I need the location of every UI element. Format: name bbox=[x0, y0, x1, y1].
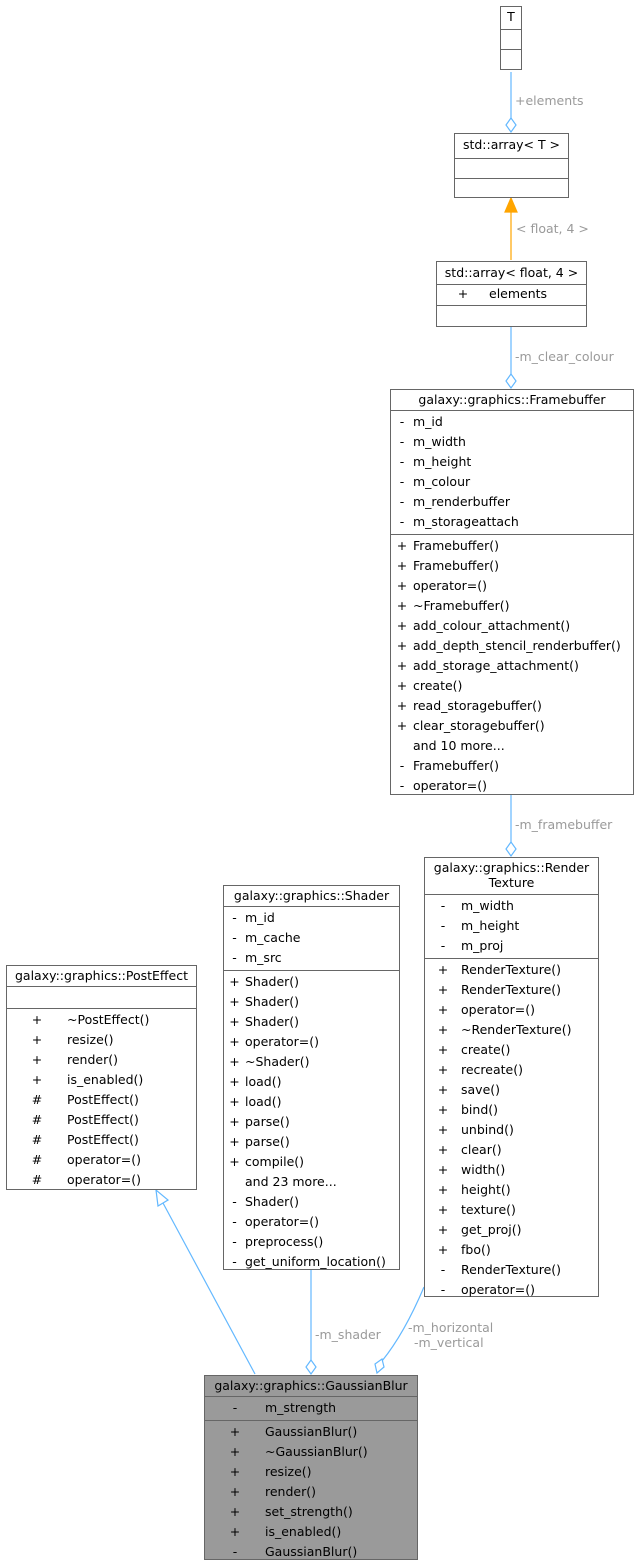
method-row[interactable] bbox=[224, 1252, 399, 1272]
member-name: clear() bbox=[461, 1142, 502, 1157]
visibility-marker: + bbox=[396, 578, 408, 593]
attributes-section bbox=[391, 410, 633, 534]
methods-section bbox=[205, 1420, 417, 1564]
member-name: PostEffect() bbox=[67, 1112, 139, 1127]
member-name: m_id bbox=[413, 414, 443, 429]
visibility-marker: + bbox=[396, 538, 408, 553]
method-row[interactable] bbox=[391, 716, 633, 736]
method-row[interactable] bbox=[224, 1092, 399, 1112]
member-name: m_colour bbox=[413, 474, 471, 489]
method-row[interactable] bbox=[224, 1152, 399, 1172]
member-name: texture() bbox=[461, 1202, 516, 1217]
method-row[interactable] bbox=[205, 1422, 417, 1442]
method-row[interactable] bbox=[205, 1462, 417, 1482]
member-name: render() bbox=[67, 1052, 118, 1067]
attribute-row[interactable] bbox=[425, 896, 598, 916]
attribute-row[interactable] bbox=[391, 512, 633, 532]
visibility-marker: + bbox=[396, 698, 408, 713]
method-row[interactable] bbox=[205, 1442, 417, 1462]
attribute-row[interactable] bbox=[224, 948, 399, 968]
member-name: render() bbox=[265, 1484, 316, 1499]
attributes-section bbox=[7, 986, 196, 1008]
member-name: load() bbox=[245, 1074, 282, 1089]
visibility-marker: - bbox=[232, 1194, 237, 1209]
visibility-marker: + bbox=[229, 1014, 240, 1029]
method-row[interactable] bbox=[224, 1172, 399, 1192]
method-row[interactable] bbox=[425, 1020, 598, 1040]
member-name: and 10 more... bbox=[413, 738, 505, 753]
member-name: Shader() bbox=[245, 994, 300, 1009]
member-name: operator=() bbox=[67, 1172, 141, 1187]
method-row[interactable] bbox=[391, 776, 633, 796]
member-name: GaussianBlur() bbox=[265, 1424, 358, 1439]
methods-section bbox=[7, 1008, 196, 1192]
method-row[interactable] bbox=[7, 1110, 196, 1130]
visibility-marker: - bbox=[399, 778, 405, 793]
visibility-marker: - bbox=[232, 930, 237, 945]
member-name: add_depth_stencil_renderbuffer() bbox=[413, 638, 621, 653]
method-row[interactable] bbox=[224, 972, 399, 992]
visibility-marker: + bbox=[229, 1484, 241, 1499]
visibility-marker: + bbox=[31, 1072, 43, 1087]
member-name: parse() bbox=[245, 1134, 290, 1149]
visibility-marker: + bbox=[457, 286, 469, 301]
method-row[interactable] bbox=[425, 1080, 598, 1100]
method-row[interactable] bbox=[224, 1112, 399, 1132]
member-name: add_storage_attachment() bbox=[413, 658, 579, 673]
method-row[interactable] bbox=[391, 616, 633, 636]
method-row[interactable] bbox=[425, 1120, 598, 1140]
class-node-gaussianblur[interactable] bbox=[204, 1375, 418, 1560]
visibility-marker: + bbox=[229, 994, 240, 1009]
attribute-row[interactable] bbox=[224, 928, 399, 948]
visibility-marker: + bbox=[229, 1034, 240, 1049]
method-row[interactable] bbox=[224, 992, 399, 1012]
member-name: Framebuffer() bbox=[413, 758, 499, 773]
method-row[interactable] bbox=[7, 1030, 196, 1050]
methods-section bbox=[224, 970, 399, 1274]
member-name: get_proj() bbox=[461, 1222, 522, 1237]
method-row[interactable] bbox=[425, 1060, 598, 1080]
visibility-marker: + bbox=[437, 1042, 449, 1057]
class-node-shader[interactable] bbox=[223, 885, 400, 1270]
edge-gaussianblur-to-shader-diamond bbox=[306, 1360, 316, 1374]
visibility-marker: - bbox=[399, 758, 405, 773]
member-name: operator=() bbox=[461, 1002, 535, 1017]
attribute-row[interactable] bbox=[391, 472, 633, 492]
member-name: m_cache bbox=[245, 930, 301, 945]
member-name: resize() bbox=[67, 1032, 114, 1047]
method-row[interactable] bbox=[391, 536, 633, 556]
visibility-marker: + bbox=[396, 658, 408, 673]
method-row[interactable] bbox=[205, 1482, 417, 1502]
method-row[interactable] bbox=[425, 1180, 598, 1200]
class-title: std::array< T > bbox=[462, 137, 561, 152]
visibility-marker: + bbox=[229, 1424, 241, 1439]
attribute-row[interactable] bbox=[391, 452, 633, 472]
class-node-array-t[interactable] bbox=[454, 133, 569, 198]
visibility-marker: + bbox=[437, 1242, 449, 1257]
method-row[interactable] bbox=[224, 1192, 399, 1212]
member-name: Framebuffer() bbox=[413, 538, 499, 553]
method-row[interactable] bbox=[7, 1070, 196, 1090]
member-name: set_strength() bbox=[265, 1504, 353, 1519]
member-name: Framebuffer() bbox=[413, 558, 499, 573]
method-row[interactable] bbox=[224, 1212, 399, 1232]
member-name: m_width bbox=[413, 434, 466, 449]
attribute-row[interactable] bbox=[425, 916, 598, 936]
attributes-section bbox=[425, 894, 598, 958]
member-name: operator=() bbox=[413, 778, 487, 793]
member-name: PostEffect() bbox=[67, 1092, 139, 1107]
member-name: operator=() bbox=[413, 578, 487, 593]
method-row[interactable] bbox=[391, 696, 633, 716]
attribute-row[interactable] bbox=[224, 908, 399, 928]
visibility-marker: + bbox=[229, 1524, 241, 1539]
method-row[interactable] bbox=[7, 1170, 196, 1190]
visibility-marker: - bbox=[232, 1214, 237, 1229]
method-row[interactable] bbox=[425, 1040, 598, 1060]
member-name: get_uniform_location() bbox=[245, 1254, 386, 1269]
visibility-marker: + bbox=[437, 962, 449, 977]
method-row[interactable] bbox=[425, 1100, 598, 1120]
visibility-marker: # bbox=[31, 1152, 43, 1167]
member-name: m_storageattach bbox=[413, 514, 519, 529]
class-node-framebuffer[interactable] bbox=[390, 389, 634, 795]
visibility-marker: - bbox=[440, 898, 446, 913]
visibility-marker: + bbox=[396, 638, 408, 653]
visibility-marker: + bbox=[437, 1182, 449, 1197]
member-name: compile() bbox=[245, 1154, 305, 1169]
visibility-marker: + bbox=[229, 1154, 240, 1169]
visibility-marker: + bbox=[437, 1122, 449, 1137]
visibility-marker: # bbox=[31, 1092, 43, 1107]
method-row[interactable] bbox=[205, 1522, 417, 1542]
edge-label-elements: +elements bbox=[515, 93, 584, 108]
visibility-marker: - bbox=[399, 514, 405, 529]
class-title: galaxy::graphics::Framebuffer bbox=[418, 392, 606, 407]
attributes-section bbox=[224, 906, 399, 970]
visibility-marker: + bbox=[229, 1094, 240, 1109]
class-node-rendertexture[interactable] bbox=[424, 857, 599, 1297]
visibility-marker: + bbox=[396, 598, 408, 613]
attributes-section bbox=[437, 284, 586, 305]
method-row[interactable] bbox=[205, 1502, 417, 1522]
method-row[interactable] bbox=[391, 756, 633, 776]
method-row[interactable] bbox=[425, 1220, 598, 1240]
member-name: bind() bbox=[461, 1102, 499, 1117]
member-name: m_height bbox=[461, 918, 520, 933]
method-row[interactable] bbox=[224, 1232, 399, 1252]
class-title: std::array< float, 4 > bbox=[444, 265, 579, 280]
visibility-marker: + bbox=[229, 1054, 240, 1069]
class-title: T bbox=[507, 9, 515, 24]
visibility-marker: + bbox=[229, 1074, 240, 1089]
visibility-marker: # bbox=[31, 1172, 43, 1187]
method-row[interactable] bbox=[391, 576, 633, 596]
method-row[interactable] bbox=[391, 736, 633, 756]
method-row[interactable] bbox=[425, 980, 598, 1000]
member-name: ~GaussianBlur() bbox=[265, 1444, 368, 1459]
member-name: m_renderbuffer bbox=[413, 494, 510, 509]
member-name: operator=() bbox=[67, 1152, 141, 1167]
member-name: GaussianBlur() bbox=[265, 1544, 358, 1559]
visibility-marker: + bbox=[437, 1222, 449, 1237]
visibility-marker: - bbox=[232, 1234, 237, 1249]
member-name: width() bbox=[461, 1162, 506, 1177]
edge-label-template-args: < float, 4 > bbox=[516, 221, 589, 236]
member-name: is_enabled() bbox=[265, 1524, 342, 1539]
member-name: operator=() bbox=[461, 1282, 535, 1297]
visibility-marker: # bbox=[31, 1112, 43, 1127]
method-row[interactable] bbox=[425, 1280, 598, 1300]
methods-section bbox=[391, 534, 633, 798]
visibility-marker: - bbox=[232, 910, 237, 925]
member-name: m_strength bbox=[265, 1400, 337, 1415]
visibility-marker: - bbox=[232, 1254, 237, 1269]
member-name: Shader() bbox=[245, 1014, 300, 1029]
visibility-marker: + bbox=[229, 1134, 240, 1149]
class-title: galaxy::graphics::GaussianBlur bbox=[214, 1378, 408, 1393]
member-name: resize() bbox=[265, 1464, 312, 1479]
visibility-marker: + bbox=[437, 1102, 449, 1117]
attribute-row[interactable] bbox=[205, 1398, 417, 1418]
member-name: fbo() bbox=[461, 1242, 491, 1257]
visibility-marker: + bbox=[437, 1022, 449, 1037]
member-name: Shader() bbox=[245, 974, 300, 989]
method-row[interactable] bbox=[425, 1260, 598, 1280]
visibility-marker: - bbox=[440, 918, 446, 933]
visibility-marker: # bbox=[31, 1132, 43, 1147]
member-name: m_src bbox=[245, 950, 282, 965]
method-row[interactable] bbox=[224, 1072, 399, 1092]
visibility-marker: + bbox=[396, 558, 408, 573]
member-name: Shader() bbox=[245, 1194, 300, 1209]
visibility-marker: + bbox=[229, 1444, 241, 1459]
edge-label-vertical: -m_vertical bbox=[414, 1335, 484, 1350]
method-row[interactable] bbox=[224, 1132, 399, 1152]
member-name: clear_storagebuffer() bbox=[413, 718, 545, 733]
member-name: load() bbox=[245, 1094, 282, 1109]
class-node-posteffect[interactable] bbox=[6, 965, 197, 1190]
visibility-marker: - bbox=[399, 474, 405, 489]
class-title: galaxy::graphics::Render Texture bbox=[433, 860, 590, 890]
method-row[interactable] bbox=[425, 1140, 598, 1160]
member-name: create() bbox=[461, 1042, 511, 1057]
method-row[interactable] bbox=[425, 1240, 598, 1260]
visibility-marker bbox=[224, 1172, 245, 1192]
method-row[interactable] bbox=[391, 656, 633, 676]
visibility-marker: - bbox=[399, 414, 405, 429]
visibility-marker: - bbox=[232, 1544, 238, 1559]
member-name: create() bbox=[413, 678, 463, 693]
visibility-marker: + bbox=[437, 1062, 449, 1077]
member-name: RenderTexture() bbox=[461, 982, 562, 997]
member-name: height() bbox=[461, 1182, 511, 1197]
visibility-marker: + bbox=[31, 1052, 43, 1067]
attribute-row[interactable] bbox=[391, 412, 633, 432]
visibility-marker: + bbox=[31, 1012, 43, 1027]
attribute-row[interactable] bbox=[391, 432, 633, 452]
method-row[interactable] bbox=[7, 1130, 196, 1150]
edge-rendertexture-to-framebuffer-diamond bbox=[506, 842, 516, 856]
method-row[interactable] bbox=[391, 556, 633, 576]
member-name: save() bbox=[461, 1082, 501, 1097]
class-node-t[interactable] bbox=[500, 6, 522, 70]
method-row[interactable] bbox=[391, 636, 633, 656]
visibility-marker: - bbox=[399, 494, 405, 509]
visibility-marker: + bbox=[437, 982, 449, 997]
member-name: m_width bbox=[461, 898, 514, 913]
member-name: ~RenderTexture() bbox=[461, 1022, 572, 1037]
edge-label-framebuffer: -m_framebuffer bbox=[515, 817, 613, 832]
member-name: operator=() bbox=[245, 1034, 319, 1049]
visibility-marker: + bbox=[229, 1464, 241, 1479]
method-row[interactable] bbox=[425, 1200, 598, 1220]
method-row[interactable] bbox=[224, 1012, 399, 1032]
visibility-marker: + bbox=[437, 1162, 449, 1177]
edge-array-to-t-diamond bbox=[506, 118, 516, 132]
member-name: parse() bbox=[245, 1114, 290, 1129]
visibility-marker: + bbox=[31, 1032, 43, 1047]
member-name: m_proj bbox=[461, 938, 504, 953]
member-name: m_id bbox=[245, 910, 275, 925]
method-row[interactable] bbox=[425, 960, 598, 980]
attributes-section bbox=[205, 1396, 417, 1420]
visibility-marker: - bbox=[440, 1262, 446, 1277]
visibility-marker: - bbox=[232, 1400, 238, 1415]
visibility-marker: - bbox=[399, 434, 405, 449]
method-row[interactable] bbox=[224, 1032, 399, 1052]
member-name: ~Framebuffer() bbox=[413, 598, 510, 613]
method-row[interactable] bbox=[7, 1150, 196, 1170]
member-name: is_enabled() bbox=[67, 1072, 144, 1087]
method-row[interactable] bbox=[425, 1160, 598, 1180]
member-name: m_height bbox=[413, 454, 472, 469]
edge-label-horizontal: -m_horizontal bbox=[408, 1320, 494, 1335]
visibility-marker bbox=[391, 736, 413, 756]
method-row[interactable] bbox=[391, 596, 633, 616]
visibility-marker: - bbox=[440, 1282, 446, 1297]
visibility-marker: + bbox=[396, 618, 408, 633]
member-name: operator=() bbox=[245, 1214, 319, 1229]
method-row[interactable] bbox=[7, 1010, 196, 1030]
method-row[interactable] bbox=[7, 1050, 196, 1070]
member-name: PostEffect() bbox=[67, 1132, 139, 1147]
member-name: add_colour_attachment() bbox=[413, 618, 571, 633]
method-row[interactable] bbox=[425, 1000, 598, 1020]
visibility-marker: + bbox=[437, 1002, 449, 1017]
member-name: elements bbox=[489, 286, 548, 301]
member-name: RenderTexture() bbox=[461, 962, 562, 977]
edge-gaussianblur-to-rendertexture-diamond bbox=[375, 1359, 384, 1373]
visibility-marker: + bbox=[437, 1142, 449, 1157]
member-name: recreate() bbox=[461, 1062, 523, 1077]
method-row[interactable] bbox=[391, 676, 633, 696]
edge-framebuffer-to-floatarray-diamond bbox=[506, 374, 516, 388]
visibility-marker: - bbox=[440, 938, 446, 953]
method-row[interactable] bbox=[7, 1090, 196, 1110]
visibility-marker: + bbox=[437, 1082, 449, 1097]
visibility-marker: - bbox=[232, 950, 237, 965]
visibility-marker: - bbox=[399, 454, 405, 469]
visibility-marker: + bbox=[396, 678, 408, 693]
member-name: RenderTexture() bbox=[461, 1262, 562, 1277]
class-title: galaxy::graphics::PostEffect bbox=[14, 968, 189, 983]
visibility-marker: + bbox=[229, 974, 240, 989]
attribute-row bbox=[437, 285, 586, 305]
attribute-row[interactable] bbox=[425, 936, 598, 956]
edge-label-shader: -m_shader bbox=[315, 1327, 381, 1342]
class-node-array-float[interactable] bbox=[436, 261, 587, 327]
edge-floatarray-to-array-arrow bbox=[505, 198, 517, 212]
visibility-marker: + bbox=[229, 1504, 241, 1519]
visibility-marker: + bbox=[396, 718, 408, 733]
class-title: galaxy::graphics::Shader bbox=[233, 888, 390, 903]
edge-label-clear-colour: -m_clear_colour bbox=[515, 349, 614, 364]
methods-section bbox=[425, 958, 598, 1302]
member-name: ~Shader() bbox=[245, 1054, 310, 1069]
member-name: unbind() bbox=[461, 1122, 514, 1137]
visibility-marker: + bbox=[437, 1202, 449, 1217]
visibility-marker: + bbox=[229, 1114, 240, 1129]
method-row[interactable] bbox=[205, 1542, 417, 1562]
edge-gaussianblur-to-posteffect-arrow bbox=[156, 1190, 168, 1206]
member-name: preprocess() bbox=[245, 1234, 324, 1249]
member-name: and 23 more... bbox=[245, 1174, 337, 1189]
member-name: ~PostEffect() bbox=[67, 1012, 150, 1027]
member-name: read_storagebuffer() bbox=[413, 698, 542, 713]
attribute-row[interactable] bbox=[391, 492, 633, 512]
method-row[interactable] bbox=[224, 1052, 399, 1072]
